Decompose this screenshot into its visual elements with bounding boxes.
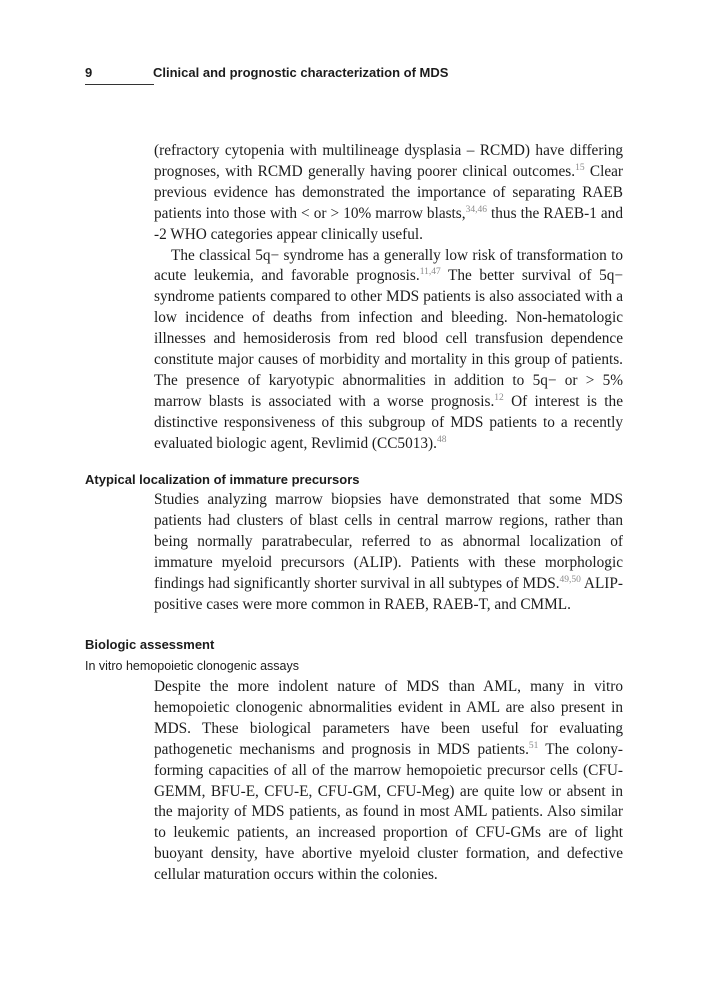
citation-ref: 34,46 [465,204,487,215]
text-run: ALIP-positive cases were more common in RAEB, RAEB-T, and CMML. [154,574,623,613]
section3-text [154,677,623,886]
section1-text [154,141,623,455]
paragraph [154,490,623,615]
citation-ref: 15 [575,162,585,173]
running-title: Clinical and prognostic characterization of MDS [153,65,449,80]
citation-ref: 11,47 [419,267,441,278]
text-run: The classical 5q− syndrome has a generally low risk of transformation to acute leukemia, and favorable prognosis. [154,246,623,285]
citation-ref: 12 [494,392,504,403]
header-rule [85,84,154,85]
text-run: Despite the more indolent nature of MDS than AML, many in vitro hemopoietic clonogenic abnormalities evident in AML are also present in MDS. These biological parameters have been useful for evaluating pathogenetic mechanisms and prognosis in MDS patients. [154,678,623,758]
paragraph [154,246,623,455]
text-run: The better survival of 5q− syndrome patients compared to other MDS patients is also associated with a low incidence of deaths from infection and bleeding. Non-hematologic illnesses and hemosiderosis from red blood cell transfusion dependence constitute major causes of morbidity and mortality in this group of patients. The presence of karyotypic abnormalities in addition to 5q− or > 5% marrow blasts is associated with a worse prognosis. [154,267,623,410]
text-run: The colony-forming capacities of all of the marrow hemopoietic precursor cells (CFU-GEMM, BFU-E, CFU-E, CFU-GM, CFU-Meg) are quite low or absent in the majority of MDS patients, as found in most AML patients. Also similar to leukemic patients, an increased proportion of CFU-GMs are of light buoyant density, have abortive myeloid cluster formation, and defective cellular maturation occurs within the colonies. [154,740,624,884]
section-heading: Biologic assessment [85,637,215,652]
text-run: Of interest is the distinctive responsiveness of this subgroup of MDS patients to a recently evaluated biologic agent, Revlimid (CC5013). [154,392,623,452]
subsection-heading: In vitro hemopoietic clonogenic assays [85,659,300,673]
citation-ref: 49,50 [559,574,581,585]
paragraph [154,677,623,886]
citation-ref: 51 [528,740,539,751]
paragraph [154,141,623,246]
running-header [85,63,645,83]
text-run: (refractory cytopenia with multilineage dysplasia – RCMD) have differing prognoses, with RCMD generally having poorer clinical outcomes. [154,142,623,180]
text-run: Clear previous evidence has demonstrated the importance of separating RAEB patients into those with < or > 10% marrow blasts, [154,162,623,222]
page-number: 9 [85,65,93,80]
section2-text [154,490,623,615]
section-heading: Atypical localization of immature precursors [85,472,360,487]
text-run: Studies analyzing marrow biopsies have demonstrated that some MDS patients had clusters of blast cells in central marrow regions, rather than being normally paratrabecular, referred to as abnormal localization of immature myeloid precursors (ALIP). Patients with these morphologic findings had significantly shorter survival in all subtypes of MDS. [154,491,623,592]
citation-ref: 48 [436,434,447,445]
text-run: thus the RAEB-1 and -2 WHO categories appear clinically useful. [154,204,623,243]
